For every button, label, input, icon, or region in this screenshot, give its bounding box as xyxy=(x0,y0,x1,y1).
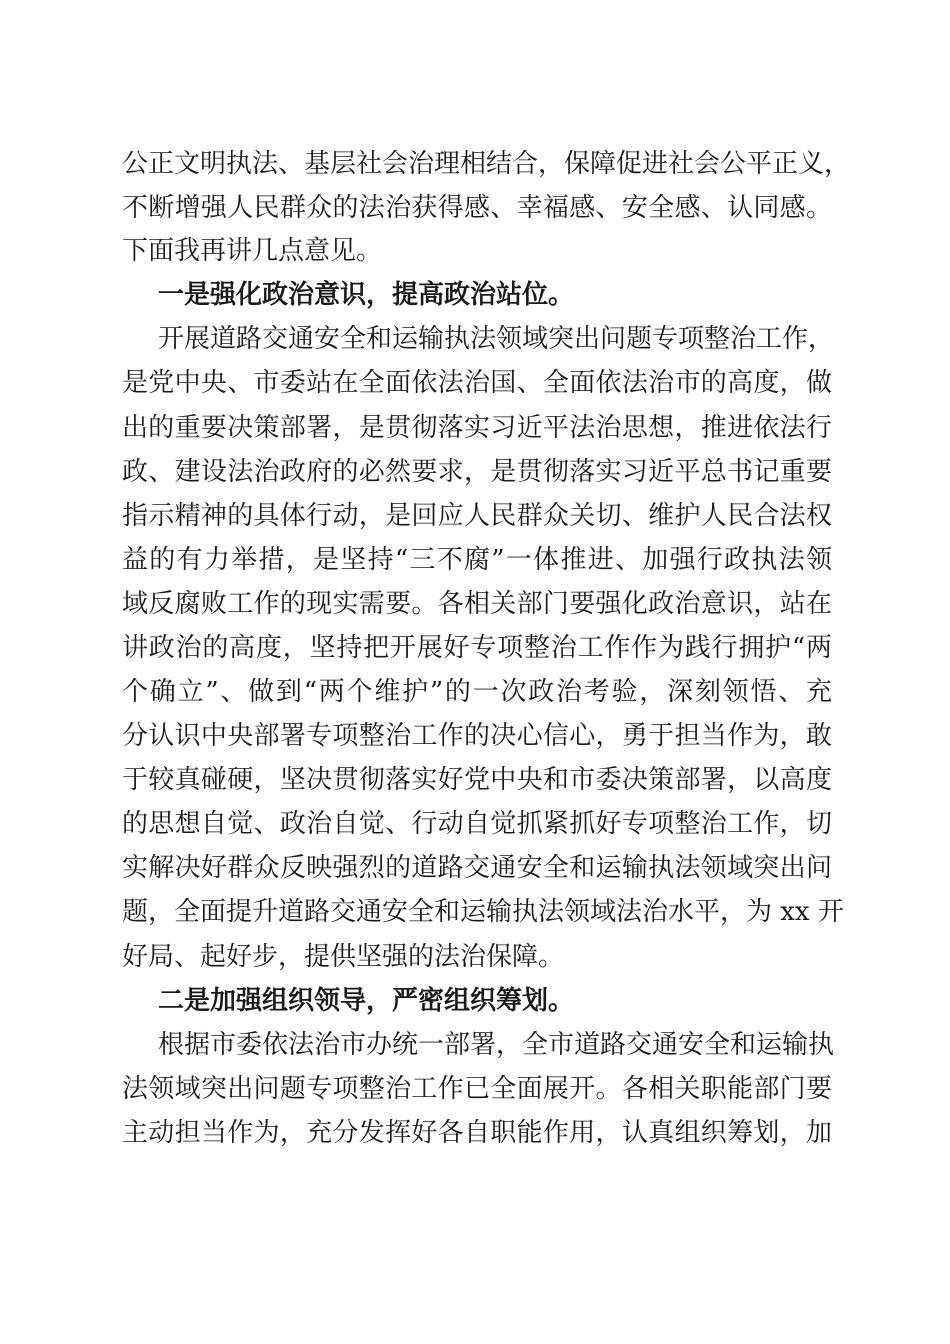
body-text-line: 题，全面提升道路交通安全和运输执法领域法治水平，为 xx 开 xyxy=(122,897,844,927)
body-text-line: 下面我再讲几点意见。 xyxy=(122,236,383,266)
body-text-line: 实解决好群众反映强烈的道路交通安全和运输执法领域突出问 xyxy=(122,853,832,883)
body-text-line: 不断增强人民群众的法治获得感、幸福感、安全感、认同感。 xyxy=(122,193,832,223)
body-text-line: 出的重要决策部署，是贯彻落实习近平法治思想，推进依法行 xyxy=(122,413,832,443)
body-text-line: 好局、起好步，提供坚强的法治保障。 xyxy=(122,942,565,972)
section-heading-2: 二是加强组织领导，严密组织筹划。 xyxy=(158,986,575,1016)
body-text-line: 分认识中央部署专项整治工作的决心信心，勇于担当作为，敢 xyxy=(122,721,832,751)
body-text-line: 主动担当作为，充分发挥好各自职能作用，认真组织筹划，加 xyxy=(122,1118,832,1148)
body-text-line: 个确立”、做到“两个维护”的一次政治考验，深刻领悟、充 xyxy=(122,677,832,707)
body-text-line: 政、建设法治政府的必然要求，是贯彻落实习近平总书记重要 xyxy=(122,457,832,487)
body-text-line: 于较真碰硬，坚决贯彻落实好党中央和市委决策部署，以高度 xyxy=(122,765,832,795)
body-text-line: 法领域突出问题专项整治工作已全面展开。各相关职能部门要 xyxy=(122,1074,832,1104)
body-text-line: 域反腐败工作的现实需要。各相关部门要强化政治意识，站在 xyxy=(122,589,832,619)
body-text-line: 益的有力举措，是坚持“三不腐”一体推进、加强行政执法领 xyxy=(122,545,832,575)
body-text-line: 是党中央、市委站在全面依法治国、全面依法治市的高度，做 xyxy=(122,368,832,398)
body-text-line: 开展道路交通安全和运输执法领域突出问题专项整治工作， xyxy=(158,324,835,354)
body-text-line: 指示精神的具体行动，是回应人民群众关切、维护人民合法权 xyxy=(122,501,832,531)
body-text-line: 根据市委依法治市办统一部署，全市道路交通安全和运输执 xyxy=(158,1030,835,1060)
section-heading-1: 一是强化政治意识，提高政治站位。 xyxy=(158,280,575,310)
body-text-line: 的思想自觉、政治自觉、行动自觉抓紧抓好专项整治工作，切 xyxy=(122,809,832,839)
body-text-line: 公正文明执法、基层社会治理相结合，保障促进社会公平正义， xyxy=(122,149,851,179)
body-text-line: 讲政治的高度，坚持把开展好专项整治工作作为践行拥护“两 xyxy=(122,633,832,663)
